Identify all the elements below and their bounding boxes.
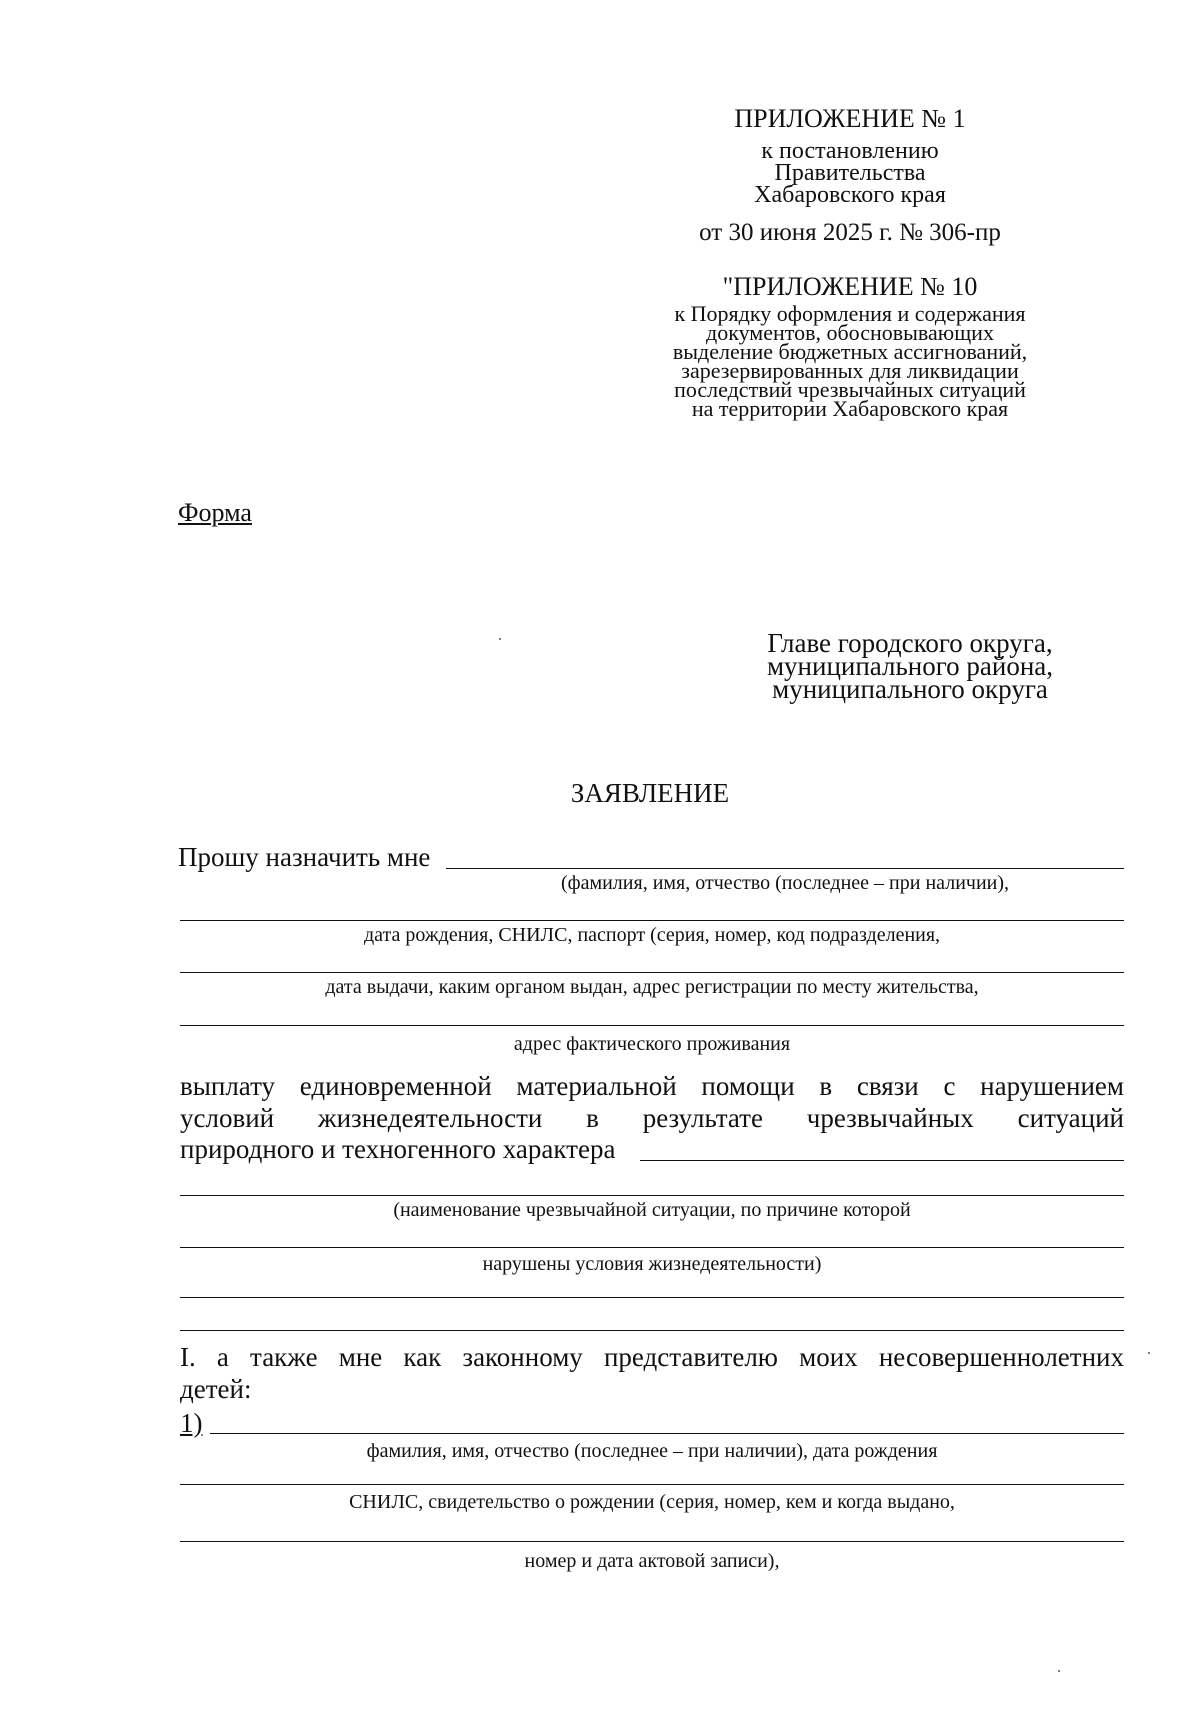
extra-fill-line[interactable] [180, 1297, 1124, 1298]
appendix1-line: Хабаровского края [754, 182, 946, 208]
caption-address: адрес фактического проживания [513, 1033, 791, 1055]
document-title: ЗАЯВЛЕНИЕ [570, 778, 730, 808]
appendix10-line: зарезервированных для ликвидации [681, 358, 1019, 383]
children-line-2: детей: [180, 1374, 252, 1404]
scan-speck [1148, 1352, 1150, 1354]
payment-line-1: выплату единовременной материальной помощи в связи с нарушением [180, 1071, 1124, 1101]
birth-snils-fill-line[interactable] [180, 920, 1124, 921]
emergency-reason-fill-line[interactable] [180, 1247, 1124, 1248]
scan-speck [1058, 1670, 1060, 1672]
addressee-line: Главе городского округа, [767, 628, 1053, 658]
payment-line-3: природного и техногенного характера [180, 1134, 616, 1164]
child-name-fill-line[interactable] [210, 1433, 1124, 1434]
child-item-number: 1) [180, 1408, 203, 1438]
request-prefix: Прошу назначить мне [178, 842, 431, 872]
addressee-line: муниципального района, [766, 651, 1054, 681]
appendix1-line: к постановлению [761, 138, 939, 164]
caption-passport: дата выдачи, каким органом выдан, адрес регистрации по месту жительства, [325, 976, 979, 998]
emergency-fill-line[interactable] [640, 1160, 1124, 1161]
appendix1-date: от 30 июня 2025 г. № 306-пр [699, 219, 1001, 246]
caption-birth-snils: дата рождения, СНИЛС, паспорт (серия, номер, код подразделения, [363, 924, 941, 946]
children-line-1: I. а также мне как законному представителю моих несовершеннолетних [180, 1342, 1124, 1372]
addressee [740, 628, 1080, 704]
caption-emergency-name: (наименование чрезвычайной ситуации, по причине которой [393, 1199, 911, 1221]
appendix10-line: последствий чрезвычайных ситуаций [674, 377, 1026, 402]
appendix10-description [650, 301, 1050, 421]
form-label: Форма [178, 498, 252, 527]
appendix10-line: на территории Хабаровского края [691, 396, 1009, 421]
address-fill-line[interactable] [180, 1025, 1124, 1026]
caption-child-name: фамилия, имя, отчество (последнее – при наличии), дата рождения [366, 1440, 938, 1462]
emergency-name-fill-line[interactable] [180, 1195, 1124, 1196]
caption-child-snils: СНИЛС, свидетельство о рождении (серия, номер, кем и когда выдано, [349, 1491, 955, 1513]
appendix10-line: к Порядку оформления и содержания [674, 301, 1026, 326]
caption-emergency-reason: нарушены условия жизнедеятельности) [482, 1253, 822, 1275]
name-fill-line[interactable] [446, 868, 1124, 869]
extra-fill-line[interactable] [180, 1330, 1124, 1331]
caption-full-name: (фамилия, имя, отчество (последнее – при наличии), [560, 872, 1010, 894]
payment-line-2: условий жизнедеятельности в результате чрезвычайных ситуаций [180, 1103, 1124, 1133]
appendix10-title: "ПРИЛОЖЕНИЕ № 10 [722, 272, 978, 301]
child-record-fill-line[interactable] [180, 1541, 1124, 1542]
scan-speck [499, 638, 501, 640]
addressee-line: муниципального округа [772, 674, 1048, 704]
appendix10-line: документов, обосновывающих [706, 320, 994, 345]
appendix1-line: Правительства [774, 160, 926, 186]
caption-child-record: номер и дата актовой записи), [524, 1550, 780, 1572]
appendix10-line: выделение бюджетных ассигнований, [672, 339, 1028, 364]
appendix1-decree [690, 140, 1010, 206]
child-snils-fill-line[interactable] [180, 1484, 1124, 1485]
appendix1-title: ПРИЛОЖЕНИЕ № 1 [734, 104, 966, 133]
passport-fill-line[interactable] [180, 972, 1124, 973]
